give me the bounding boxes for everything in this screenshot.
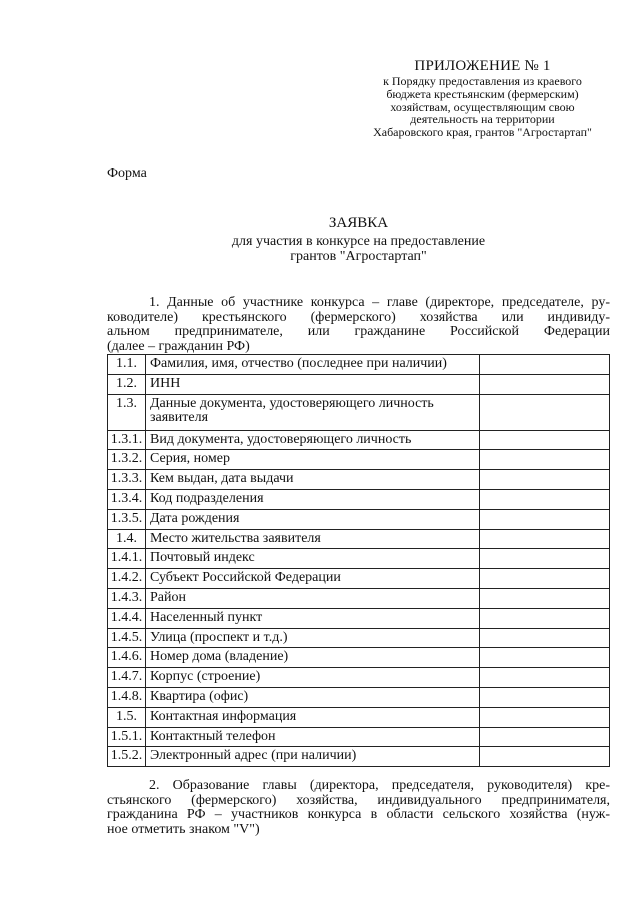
table-row xyxy=(108,648,610,668)
row-label: Фамилия, имя, отчество (последнее при наличии) xyxy=(145,355,479,375)
row-number: 1.3.2. xyxy=(108,450,146,470)
appendix-line: к Порядку предоставления из краевого xyxy=(383,74,582,88)
row-number: 1.1. xyxy=(108,355,146,375)
appendix-header xyxy=(355,58,610,139)
appendix-line: деятельность на территории xyxy=(410,112,555,127)
row-value-field[interactable] xyxy=(480,394,610,430)
section-1-heading xyxy=(107,296,610,355)
table-row xyxy=(108,394,610,430)
row-label: Контактный телефон xyxy=(145,727,479,747)
table-row xyxy=(108,569,610,589)
row-number: 1.3.1. xyxy=(108,430,146,450)
section-1-line: (далее – гражданин РФ) xyxy=(107,339,250,355)
row-label: Электронный адрес (при наличии) xyxy=(145,747,479,767)
row-value-field[interactable] xyxy=(480,509,610,529)
row-label: Район xyxy=(145,588,479,608)
row-value-field[interactable] xyxy=(480,687,610,707)
row-value-field[interactable] xyxy=(480,489,610,509)
row-number: 1.2. xyxy=(108,374,146,394)
table-row xyxy=(108,707,610,727)
row-number: 1.4.8. xyxy=(108,687,146,707)
table-row xyxy=(108,489,610,509)
table-row xyxy=(108,509,610,529)
section-1-line: ководителе) крестьянского (фермерского) хозяйства или индивиду- xyxy=(107,309,610,325)
row-number: 1.4.7. xyxy=(108,668,146,688)
row-label: Улица (проспект и т.д.) xyxy=(145,628,479,648)
table-row xyxy=(108,628,610,648)
row-label: Кем выдан, дата выдачи xyxy=(145,470,479,490)
row-number: 1.4.5. xyxy=(108,628,146,648)
row-label: Данные документа, удостоверяющего личность заявителя xyxy=(145,394,479,430)
appendix-line: хозяйствам, осуществляющим свою xyxy=(390,99,575,114)
table-row xyxy=(108,727,610,747)
row-label: Номер дома (владение) xyxy=(145,648,479,668)
row-label: Субъект Российской Федерации xyxy=(145,569,479,589)
row-label: Населенный пункт xyxy=(145,608,479,628)
row-value-field[interactable] xyxy=(480,470,610,490)
table-row xyxy=(108,470,610,490)
subtitle-line: грантов "Агростартап" xyxy=(290,249,427,264)
row-number: 1.4.2. xyxy=(108,569,146,589)
row-number: 1.4. xyxy=(108,529,146,549)
document-title-block xyxy=(107,214,610,264)
row-number: 1.4.6. xyxy=(108,648,146,668)
row-value-field[interactable] xyxy=(480,569,610,589)
row-value-field[interactable] xyxy=(480,355,610,375)
row-value-field[interactable] xyxy=(480,549,610,569)
appendix-line: Хабаровского края, грантов "Агростартап" xyxy=(373,125,592,140)
document-title: ЗАЯВКА xyxy=(328,215,389,231)
form-label: Форма xyxy=(107,166,147,181)
row-value-field[interactable] xyxy=(480,747,610,767)
table-row xyxy=(108,355,610,375)
table-row xyxy=(108,668,610,688)
applicant-data-table xyxy=(107,354,610,767)
row-number: 1.5.2. xyxy=(108,747,146,767)
row-label: Вид документа, удостоверяющего личность xyxy=(145,430,479,450)
table-row xyxy=(108,450,610,470)
section-2-line: ное отметить знаком "V") xyxy=(107,822,260,838)
row-label: Корпус (строение) xyxy=(145,668,479,688)
row-label: Код подразделения xyxy=(145,489,479,509)
row-value-field[interactable] xyxy=(480,727,610,747)
table-row xyxy=(108,430,610,450)
section-1-line: 1. Данные об участнике конкурса – главе (директоре, председателе, ру- xyxy=(149,295,610,310)
row-number: 1.4.1. xyxy=(108,549,146,569)
section-1-line: альном предпринимателе, или гражданине Российской Федерации xyxy=(107,324,610,340)
appendix-line: бюджета крестьянским (фермерским) xyxy=(386,86,579,101)
section-2-line: 2. Образование главы (директора, председателя, руководителя) кре- xyxy=(149,778,610,793)
section-2-heading xyxy=(107,779,610,838)
row-number: 1.3. xyxy=(108,394,146,430)
row-value-field[interactable] xyxy=(480,648,610,668)
row-value-field[interactable] xyxy=(480,588,610,608)
section-2-line: стьянского (фермерского) хозяйства, индивидуального предпринимателя, xyxy=(107,792,610,808)
row-value-field[interactable] xyxy=(480,374,610,394)
row-number: 1.4.3. xyxy=(108,588,146,608)
row-label: Почтовый индекс xyxy=(145,549,479,569)
appendix-reference xyxy=(355,75,610,139)
row-number: 1.5.1. xyxy=(108,727,146,747)
section-2-line: гражданина РФ – участников конкурса в области сельского хозяйства (нуж- xyxy=(107,807,610,823)
row-number: 1.5. xyxy=(108,707,146,727)
appendix-number: ПРИЛОЖЕНИЕ № 1 xyxy=(414,58,551,74)
row-value-field[interactable] xyxy=(480,628,610,648)
row-number: 1.3.3. xyxy=(108,470,146,490)
row-number: 1.3.4. xyxy=(108,489,146,509)
row-number: 1.4.4. xyxy=(108,608,146,628)
row-label: Контактная информация xyxy=(145,707,479,727)
row-label: Место жительства заявителя xyxy=(145,529,479,549)
row-value-field[interactable] xyxy=(480,529,610,549)
table-row xyxy=(108,374,610,394)
table-row xyxy=(108,687,610,707)
subtitle-line: для участия в конкурсе на предоставление xyxy=(231,234,486,249)
row-label: Серия, номер xyxy=(145,450,479,470)
row-value-field[interactable] xyxy=(480,668,610,688)
row-value-field[interactable] xyxy=(480,707,610,727)
table-row xyxy=(108,608,610,628)
table-row xyxy=(108,588,610,608)
table-row xyxy=(108,747,610,767)
row-label: Дата рождения xyxy=(145,509,479,529)
table-row xyxy=(108,529,610,549)
row-value-field[interactable] xyxy=(480,450,610,470)
table-row xyxy=(108,549,610,569)
document-subtitle xyxy=(107,234,610,264)
row-value-field[interactable] xyxy=(480,608,610,628)
row-value-field[interactable] xyxy=(480,430,610,450)
row-number: 1.3.5. xyxy=(108,509,146,529)
row-label: ИНН xyxy=(145,374,479,394)
row-label: Квартира (офис) xyxy=(145,687,479,707)
